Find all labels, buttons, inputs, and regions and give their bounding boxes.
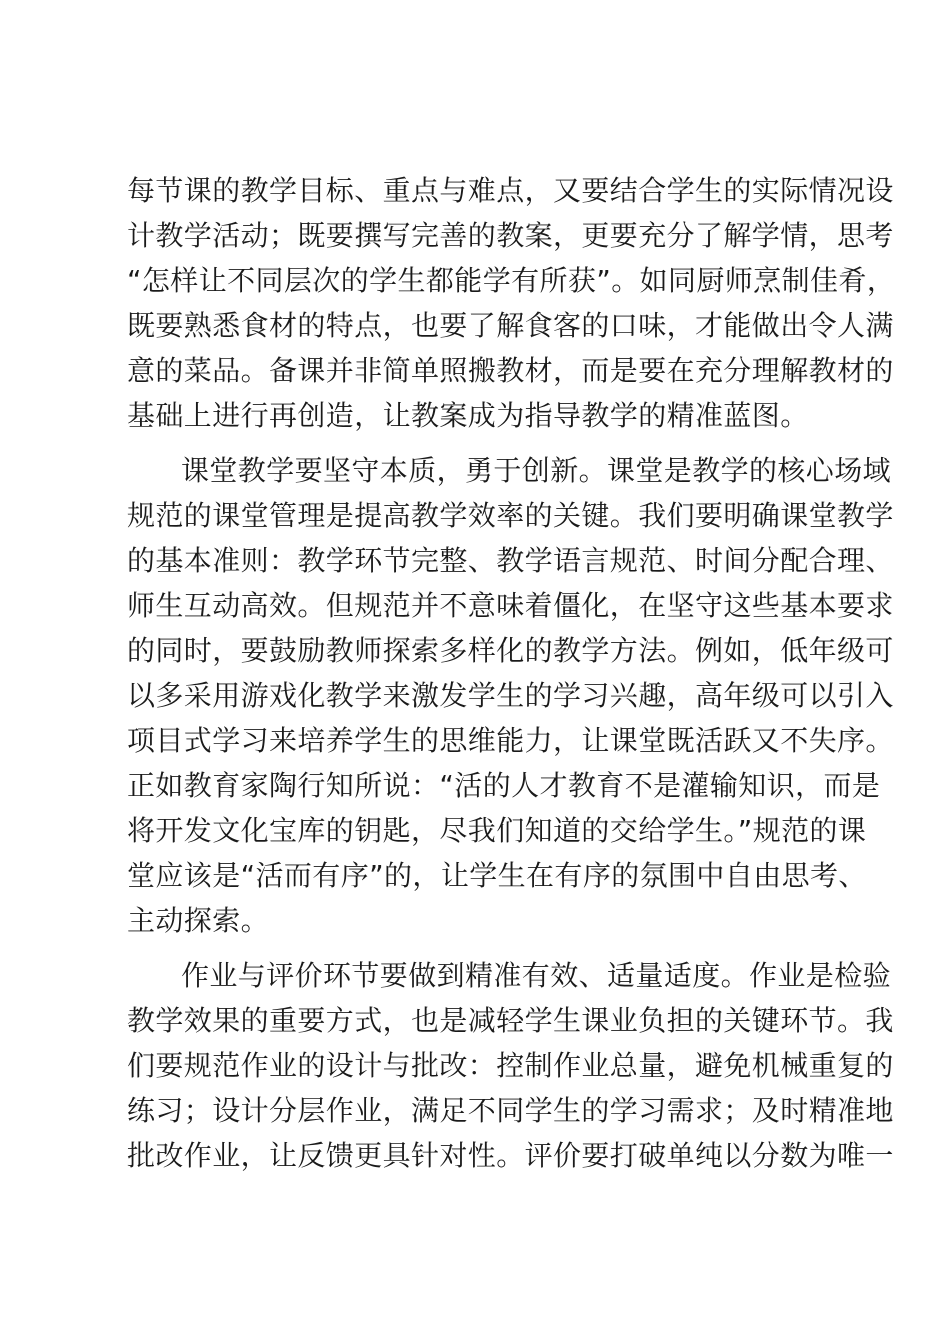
text-line: “怎样让不同层次的学生都能学有所获”。如同厨师烹制佳肴， (127, 264, 896, 297)
text-line: 作业与评价环节要做到精准有效、适量适度。作业是检验 (181, 959, 892, 992)
text-line: 将开发文化宝库的钥匙，尽我们知道的交给学生。”规范的课 (127, 814, 867, 847)
text-line: 项目式学习来培养学生的思维能力，让课堂既活跃又不失序。 (127, 724, 894, 757)
paragraph-gap (127, 438, 839, 448)
text-line: 堂应该是“活而有序”的，让学生在有序的氛围中自由思考、 (127, 859, 867, 892)
text-line: 计教学活动；既要撰写完善的教案，更要充分了解学情，思考 (127, 219, 894, 252)
text-line: 的同时，要鼓励教师探索多样化的教学方法。例如，低年级可 (127, 634, 894, 667)
text-line: 教学效果的重要方式，也是减轻学生课业负担的关键环节。我 (127, 1004, 894, 1037)
text-line: 主动探索。 (127, 904, 270, 937)
body-text (127, 168, 896, 1178)
text-line: 基础上进行再创造，让教案成为指导教学的精准蓝图。 (127, 399, 809, 432)
paragraph-gap (127, 943, 839, 953)
text-line: 练习；设计分层作业，满足不同学生的学习需求；及时精准地 (127, 1094, 894, 1127)
text-line: 批改作业，让反馈更具针对性。评价要打破单纯以分数为唯一 (127, 1139, 894, 1172)
paragraph-2 (127, 448, 894, 943)
paragraph-3 (127, 953, 894, 1178)
text-line: 以多采用游戏化教学来激发学生的学习兴趣，高年级可以引入 (127, 679, 894, 712)
text-line: 们要规范作业的设计与批改：控制作业总量，避免机械重复的 (127, 1049, 894, 1082)
text-line: 意的菜品。备课并非简单照搬教材，而是要在充分理解教材的 (127, 354, 894, 387)
text-line: 的基本准则：教学环节完整、教学语言规范、时间分配合理、 (127, 544, 894, 577)
text-line: 正如教育家陶行知所说：“活的人才教育不是灌输知识，而是 (127, 769, 881, 802)
paragraph-1 (127, 168, 896, 438)
text-line: 课堂教学要坚守本质，勇于创新。课堂是教学的核心场域 (181, 454, 892, 487)
text-line: 既要熟悉食材的特点，也要了解食客的口味，才能做出令人满 (127, 309, 894, 342)
text-line: 每节课的教学目标、重点与难点，又要结合学生的实际情况设 (127, 174, 894, 207)
text-line: 师生互动高效。但规范并不意味着僵化，在坚守这些基本要求 (127, 589, 894, 622)
text-line: 规范的课堂管理是提高教学效率的关键。我们要明确课堂教学 (127, 499, 894, 532)
